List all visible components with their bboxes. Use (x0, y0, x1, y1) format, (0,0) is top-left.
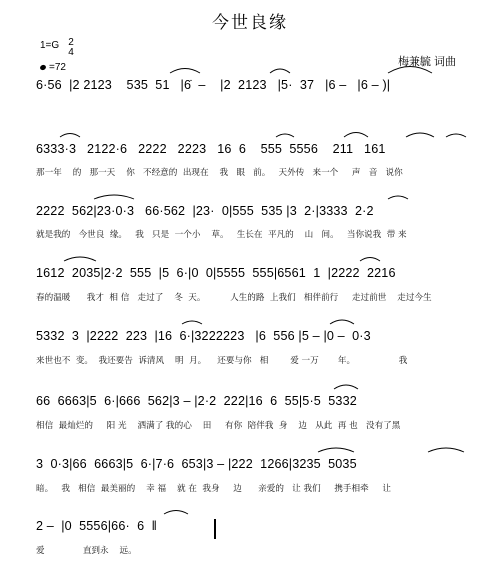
lyrics-row-4: 春的温暖 我才 相 信 走过了 冬 天。 人生的路 上我们 相伴前行 走过前世 走过今生 (36, 293, 432, 303)
slur (428, 448, 464, 452)
slur (318, 448, 354, 452)
notation-row-5: 5332 3 |2222 223 |16 6·|3222223 |6 556 |5 – |0 – 0·3 (36, 329, 371, 343)
slur (388, 67, 432, 74)
song-title: 今世良缘 (212, 13, 288, 33)
slur (60, 134, 80, 138)
slur (94, 195, 134, 199)
slur (334, 385, 358, 389)
tempo-value: =72 (49, 62, 66, 73)
lyrics-row-6: 相信 最灿烂的 阳 光 洒满了 我的心 田 有你 陪伴我 身 边 从此 再 也 没有了黑 (36, 421, 401, 431)
lyrics-row-2: 那一年 的 那一天 你 不经意的 出现在 我 眼 前。 天外传 来一个 声 音 说你 (36, 168, 403, 178)
notation-row-7: 3 0·3|66 6663|5 6·|7·6 653|3 – |222 1266|3235 5035 (36, 457, 357, 471)
meter-bottom: 4 (68, 47, 74, 58)
slur (64, 257, 96, 261)
notation-row-6: 66 6663|5 6·|666 562|3 – |2·2 222|16 6 55|5·5 5332 (36, 394, 357, 408)
slur (182, 321, 202, 324)
slur (360, 258, 380, 262)
lyrics-row-5: 来世也不 变。 我还要告 诉清风 明 月。 还要与你 相 爱 一万 年。 我 (36, 356, 408, 366)
notation-row-4: 1612 2035|2·2 555 |5 6·|0 0|5555 555|6561 1 |2222 2216 (36, 266, 396, 280)
slur (406, 133, 434, 137)
notation-row-8: 2 – |0 5556|66· 6 ‖ (36, 519, 157, 533)
slur (344, 133, 368, 138)
final-barline (214, 519, 216, 539)
lyrics-row-3: 就是我的 今世良 缘。 我 只是 一个小 草。 生长在 平凡的 山 间。 当你说我 带 来 (36, 230, 407, 240)
key-signature: 1=G (40, 40, 60, 51)
slur (170, 69, 200, 74)
notation-row-1: 6·56 |2 2123 535 51 |6̇ – |2 2123 |5· 37 |6 – |6 – )| (36, 78, 391, 92)
slur (388, 196, 408, 199)
lyrics-row-8: 爱 直到永 远。 (36, 546, 137, 556)
lyrics-row-7: 暗。 我 相信 最美丽的 幸 福 就 在 我身 边 亲爱的 让 我们 携手相牵 让 (36, 484, 391, 494)
notation-row-3: 2222 562|23·0·3 66·562 |23· 0|555 535 |3 2·|3333 2·2 (36, 204, 374, 218)
slur (270, 69, 290, 73)
slur (276, 134, 294, 137)
slur (330, 320, 354, 324)
composer-credit: 梅兼毓 词曲 (397, 56, 456, 68)
notation-row-2: 6333·3 2122·6 2222 2223 16 6 555 5556 211 161 (36, 142, 386, 156)
meter-top: 2 (68, 37, 74, 48)
slur (164, 511, 188, 515)
slur (446, 134, 466, 137)
